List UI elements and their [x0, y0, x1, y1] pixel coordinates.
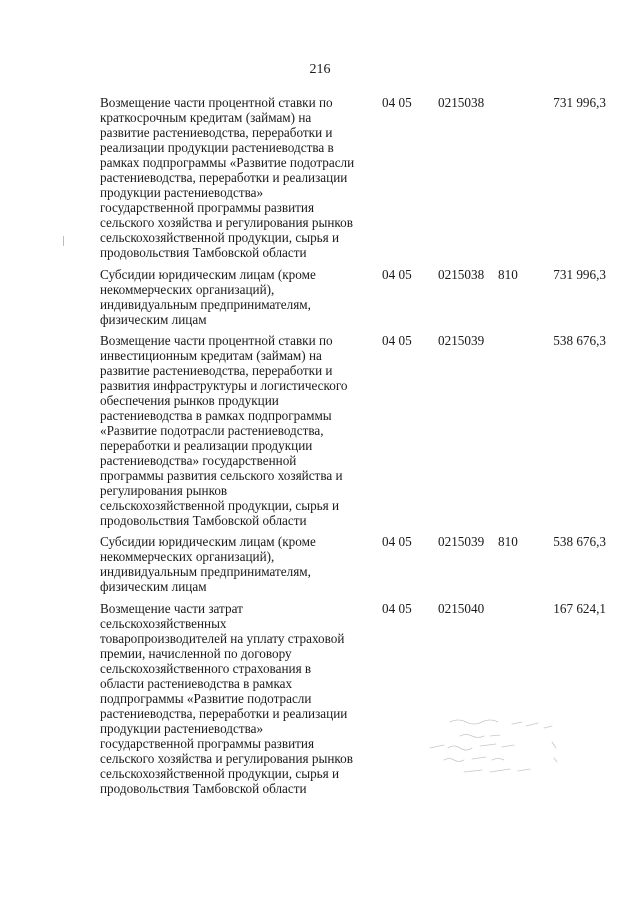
- table-row: [100, 534, 606, 594]
- row-target-code: 0215039: [438, 332, 485, 348]
- row-amount: 731 996,3: [553, 95, 606, 110]
- budget-table: [100, 95, 606, 802]
- row-expense-type: 810: [498, 266, 518, 282]
- table-row: [100, 95, 606, 261]
- row-target-code: 0215039: [438, 534, 485, 550]
- table-row: [100, 267, 606, 327]
- row-amount: 538 676,3: [553, 534, 606, 550]
- row-target-code: 0215038: [438, 95, 485, 110]
- row-amount: 538 676,3: [553, 332, 606, 348]
- row-name: Субсидии юридическим лицам (кроме некоммерческих организаций), индивидуальным предпринимателям, физическим лицам: [100, 266, 316, 327]
- row-target-code: 0215038: [438, 266, 485, 282]
- row-target-code: 0215040: [438, 600, 485, 616]
- row-section-code: 04 05: [382, 332, 412, 348]
- faded-stamp-mark: [420, 712, 570, 782]
- row-name: Субсидии юридическим лицам (кроме некоммерческих организаций), индивидуальным предпринимателям, физическим лицам: [100, 534, 316, 595]
- row-amount: 167 624,1: [553, 600, 606, 616]
- row-section-code: 04 05: [382, 266, 412, 282]
- table-row: [100, 333, 606, 529]
- row-expense-type: 810: [498, 534, 518, 550]
- row-section-code: 04 05: [382, 95, 412, 110]
- row-name: Возмещение части затрат сельскохозяйственных товаропроизводителей на уплату страховой премии, начисленной по договору сельскохозяйственного страхования в области растениеводства в рамках подпрограммы «Развитие подотрасли растениеводства, переработки и реализации продукции растениеводства» государственной программы развития сельского хозяйства и регулирования рынков сельскохозяйственной продукции, сырья и продовольствия Тамбовской области: [100, 600, 353, 797]
- page-number: 216: [309, 62, 331, 77]
- row-name: Возмещение части процентной ставки по краткосрочным кредитам (займам) на развитие растениеводства, переработки и реализации продукции растениеводства в рамках подпрограммы «Развитие подотрасли растениеводства, переработки и реализации продукции растениеводства» государственной программы развития сельского хозяйства и регулирования рынков сельскохозяйственной продукции, сырья и продовольствия Тамбовской области: [100, 95, 355, 261]
- margin-mark: [62, 236, 65, 246]
- row-name: Возмещение части процентной ставки по инвестиционным кредитам (займам) на развитие растениеводства, переработки и развития инфраструктуры и логистического обеспечения рынков продукции растениеводства в рамках подпрограммы «Развитие подотрасли растениеводства, переработки и реализации продукции растениеводства» государственной программы развития сельского хозяйства и регулирования рынков сельскохозяйственной продукции, сырья и продовольствия Тамбовской области: [100, 332, 348, 529]
- row-section-code: 04 05: [382, 600, 412, 616]
- row-amount: 731 996,3: [553, 266, 606, 282]
- row-section-code: 04 05: [382, 534, 412, 550]
